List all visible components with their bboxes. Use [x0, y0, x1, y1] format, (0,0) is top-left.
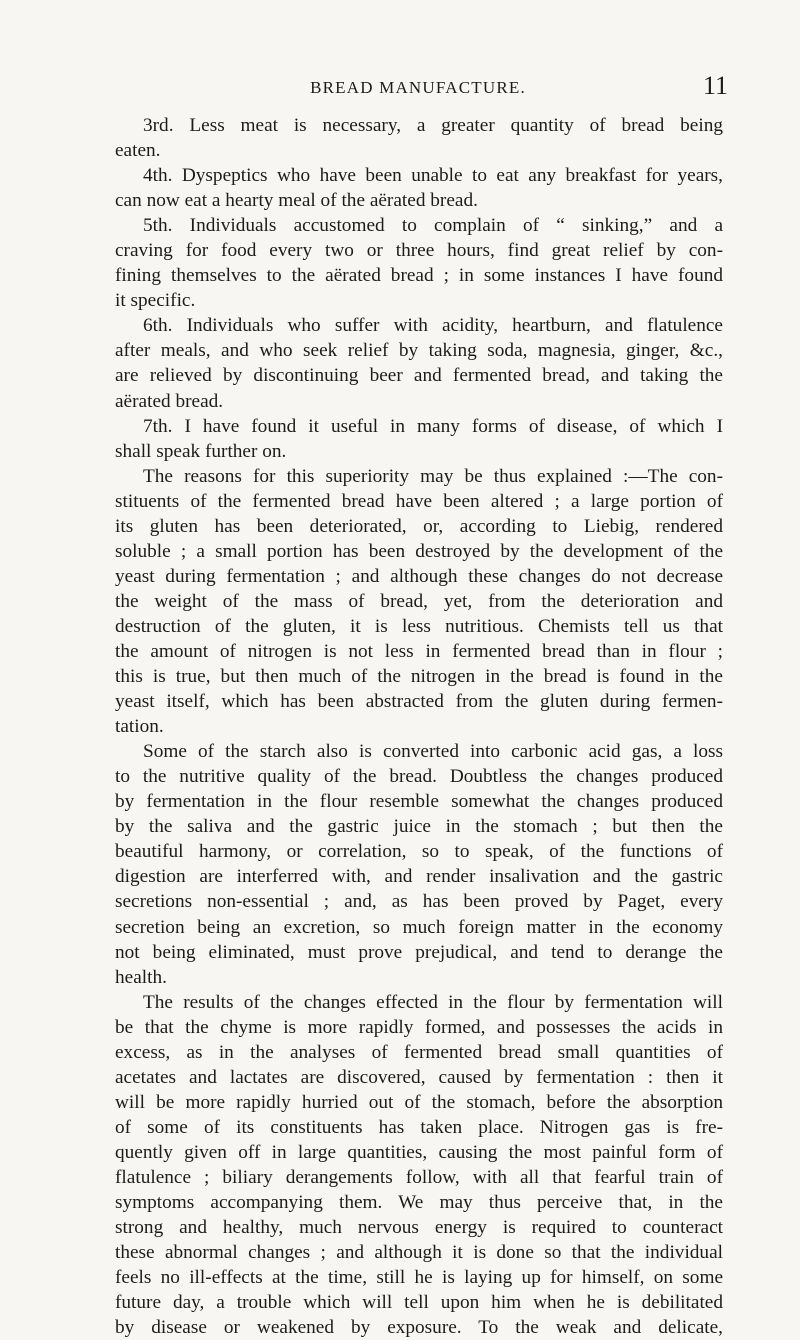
text-line: these abnormal changes ; and although it is done so that the individual [115, 1242, 723, 1264]
text-line: health. [115, 966, 167, 988]
text-line: excess, as in the analyses of fermented bread small quantities of [115, 1041, 723, 1063]
text-line: after meals, and who seek relief by taking soda, magnesia, ginger, &c., [115, 340, 723, 362]
text-line: shall speak further on. [115, 440, 287, 462]
text-line: craving for food every two or three hours, find great relief by con- [115, 240, 723, 262]
text-line: by disease or weakened by exposure. To the weak and delicate, [115, 1317, 723, 1339]
text-line: aërated bread. [115, 390, 224, 412]
text-line: are relieved by discontinuing beer and fermented bread, and taking the [115, 365, 723, 387]
text-line: by fermentation in the flour resemble somewhat the changes produced [115, 791, 723, 813]
text-line: secretions non-essential ; and, as has been proved by Paget, every [115, 891, 723, 913]
text-line: Some of the starch also is converted into carbonic acid gas, a loss [143, 741, 723, 763]
text-line: fining themselves to the aërated bread ; in some instances I have found [115, 265, 723, 287]
text-line: yeast during fermentation ; and although these changes do not decrease [115, 565, 723, 587]
running-title: BREAD MANUFACTURE. [310, 78, 526, 97]
text-line: symptoms accompanying them. We may thus perceive that, in the [115, 1192, 723, 1214]
text-line: stituents of the fermented bread have been altered ; a large portion of [115, 490, 723, 512]
text-line: 7th. I have found it useful in many forms of disease, of which I [143, 415, 723, 437]
text-line: the weight of the mass of bread, yet, from the deterioration and [115, 590, 723, 612]
text-line: The reasons for this superiority may be thus explained :—The con- [143, 465, 723, 487]
text-line: be that the chyme is more rapidly formed, and possesses the acids in [115, 1016, 723, 1038]
text-line: will be more rapidly hurried out of the stomach, before the absorption [115, 1091, 723, 1113]
text-line: quently given off in large quantities, causing the most painful form of [115, 1141, 723, 1163]
text-line: it specific. [115, 290, 196, 312]
text-line: digestion are interferred with, and render insalivation and the gastric [115, 866, 723, 888]
text-line: acetates and lactates are discovered, caused by fermentation : then it [115, 1066, 723, 1088]
text-line: can now eat a hearty meal of the aërated bread. [115, 190, 478, 212]
text-line: this is true, but then much of the nitrogen in the bread is found in the [115, 666, 723, 688]
text-line: by the saliva and the gastric juice in the stomach ; but then the [115, 816, 723, 838]
text-line: tation. [115, 716, 164, 738]
text-line: of some of its constituents has taken place. Nitrogen gas is fre- [115, 1116, 723, 1138]
text-line: the amount of nitrogen is not less in fermented bread than in flour ; [115, 640, 723, 662]
text-line: 6th. Individuals who suffer with acidity, heartburn, and flatulence [143, 315, 723, 337]
text-line: to the nutritive quality of the bread. Doubtless the changes produced [115, 766, 723, 788]
text-line: 5th. Individuals accustomed to complain of “ sinking,” and a [143, 215, 723, 237]
text-line: 3rd. Less meat is necessary, a greater quantity of bread being [143, 115, 723, 136]
text-line: 4th. Dyspeptics who have been unable to eat any breakfast for years, [143, 165, 723, 187]
text-line: soluble ; a small portion has been destroyed by the development of the [115, 540, 723, 562]
text-line: eaten. [115, 140, 161, 162]
text-line: yeast itself, which has been abstracted from the gluten during fermen- [115, 691, 723, 713]
page-number: 11 [702, 71, 728, 100]
running-head [112, 71, 728, 104]
text-line: not being eliminated, must prove prejudical, and tend to derange the [115, 941, 723, 963]
text-line: destruction of the gluten, it is less nutritious. Chemists tell us that [115, 615, 723, 637]
text-line: The results of the changes effected in the flour by fermentation will [143, 991, 723, 1013]
text-line: flatulence ; biliary derangements follow, with all that fearful train of [115, 1166, 723, 1188]
text-line: beautiful harmony, or correlation, so to speak, of the functions of [115, 841, 723, 863]
text-line: secretion being an excretion, so much foreign matter in the economy [115, 916, 723, 938]
text-line: feels no ill-effects at the time, still he is laying up for himself, on some [115, 1267, 723, 1289]
text-line: strong and healthy, much nervous energy is required to counteract [115, 1217, 723, 1239]
text-line: future day, a trouble which will tell upon him when he is debilitated [115, 1292, 723, 1314]
body-text [115, 113, 723, 1340]
text-line: its gluten has been deteriorated, or, according to Liebig, rendered [115, 515, 723, 537]
